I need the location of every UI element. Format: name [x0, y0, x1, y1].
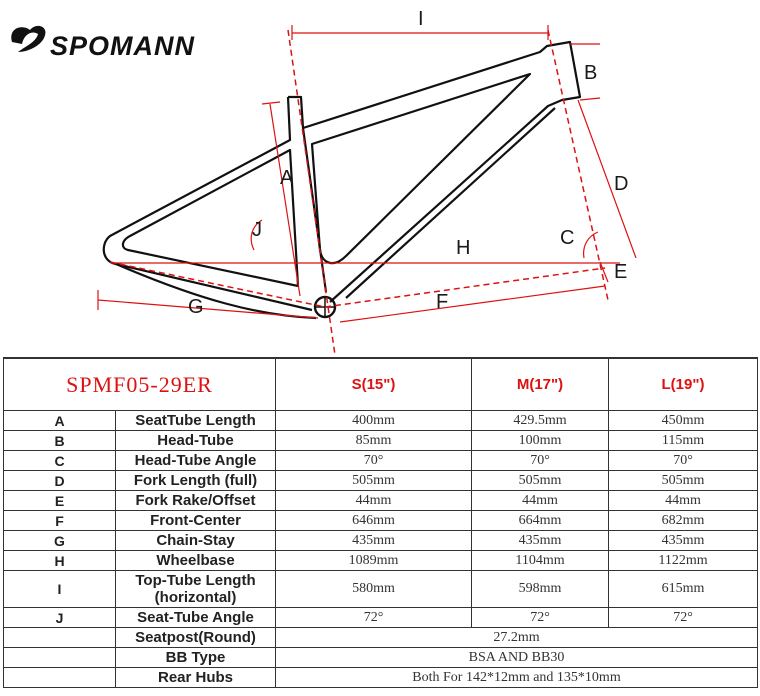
- label-A: A: [280, 167, 294, 189]
- value-l: 450mm: [609, 411, 758, 431]
- row-letter-empty: [4, 668, 116, 688]
- value-s: 435mm: [276, 531, 472, 551]
- value-s: 44mm: [276, 491, 472, 511]
- label-J: J: [252, 219, 262, 241]
- value-m: 505mm: [472, 471, 609, 491]
- value-l: 115mm: [609, 431, 758, 451]
- value-m: 72°: [472, 608, 609, 628]
- row-letter: B: [4, 431, 116, 451]
- value-l: 70°: [609, 451, 758, 471]
- value-l: 682mm: [609, 511, 758, 531]
- row-name: SeatTube Length: [116, 411, 276, 431]
- value-s: 505mm: [276, 471, 472, 491]
- value-m: 70°: [472, 451, 609, 471]
- value-l: 505mm: [609, 471, 758, 491]
- label-B: B: [584, 62, 598, 84]
- value-m: 1104mm: [472, 551, 609, 571]
- spomann-logo: [11, 26, 195, 61]
- table-row: [4, 431, 758, 451]
- row-name: Head-Tube: [116, 431, 276, 451]
- row-letter: E: [4, 491, 116, 511]
- model-name: SPMF05-29ER: [4, 358, 276, 411]
- row-name: Seat-Tube Angle: [116, 608, 276, 628]
- value-l: 44mm: [609, 491, 758, 511]
- table-row: [4, 411, 758, 431]
- row-letter-empty: [4, 648, 116, 668]
- label-G: G: [188, 296, 204, 318]
- value-m: 598mm: [472, 571, 609, 608]
- size-s-header: S(15"): [276, 358, 472, 411]
- value-l: 72°: [609, 608, 758, 628]
- geometry-spec-table: [3, 357, 758, 688]
- table-row: [4, 571, 758, 608]
- dimension-letters: [188, 8, 628, 318]
- table-header-row: [4, 358, 758, 411]
- row-name: Fork Length (full): [116, 471, 276, 491]
- row-letter: A: [4, 411, 116, 431]
- value-l: 1122mm: [609, 551, 758, 571]
- row-name: Head-Tube Angle: [116, 451, 276, 471]
- row-name: Seatpost(Round): [116, 628, 276, 648]
- value-all-sizes: BSA AND BB30: [276, 648, 758, 668]
- row-letter: J: [4, 608, 116, 628]
- value-m: 664mm: [472, 511, 609, 531]
- value-m: 429.5mm: [472, 411, 609, 431]
- label-F: F: [436, 291, 449, 313]
- value-s: 400mm: [276, 411, 472, 431]
- label-C: C: [560, 227, 575, 249]
- row-letter: H: [4, 551, 116, 571]
- value-l: 615mm: [609, 571, 758, 608]
- value-s: 580mm: [276, 571, 472, 608]
- row-name: BB Type: [116, 648, 276, 668]
- row-letter-empty: [4, 628, 116, 648]
- label-H: H: [456, 237, 471, 259]
- row-name: Chain-Stay: [116, 531, 276, 551]
- value-s: 72°: [276, 608, 472, 628]
- value-s: 1089mm: [276, 551, 472, 571]
- value-m: 44mm: [472, 491, 609, 511]
- row-letter: C: [4, 451, 116, 471]
- size-m-header: M(17"): [472, 358, 609, 411]
- label-D: D: [614, 173, 629, 195]
- row-letter: I: [4, 571, 116, 608]
- row-letter: D: [4, 471, 116, 491]
- value-s: 646mm: [276, 511, 472, 531]
- bike-frame: [104, 42, 580, 318]
- value-s: 85mm: [276, 431, 472, 451]
- row-name: Wheelbase: [116, 551, 276, 571]
- row-name: Rear Hubs: [116, 668, 276, 688]
- geometry-guide-lines: [110, 30, 608, 355]
- table-row: [4, 608, 758, 628]
- row-name: Front-Center: [116, 511, 276, 531]
- table-row: [4, 451, 758, 471]
- value-m: 100mm: [472, 431, 609, 451]
- row-name: Fork Rake/Offset: [116, 491, 276, 511]
- value-m: 435mm: [472, 531, 609, 551]
- table-row: [4, 668, 758, 688]
- value-s: 70°: [276, 451, 472, 471]
- brand-name: SPOMANN: [50, 31, 196, 61]
- table-row: [4, 551, 758, 571]
- table-row: [4, 648, 758, 668]
- table-row: [4, 491, 758, 511]
- label-E: E: [614, 261, 628, 283]
- table-row: [4, 628, 758, 648]
- size-l-header: L(19"): [609, 358, 758, 411]
- row-letter: G: [4, 531, 116, 551]
- row-letter: F: [4, 511, 116, 531]
- value-all-sizes: 27.2mm: [276, 628, 758, 648]
- row-name: Top-Tube Length (horizontal): [116, 571, 276, 608]
- table-row: [4, 511, 758, 531]
- value-all-sizes: Both For 142*12mm and 135*10mm: [276, 668, 758, 688]
- label-I: I: [418, 8, 424, 30]
- table-row: [4, 531, 758, 551]
- table-row: [4, 471, 758, 491]
- value-l: 435mm: [609, 531, 758, 551]
